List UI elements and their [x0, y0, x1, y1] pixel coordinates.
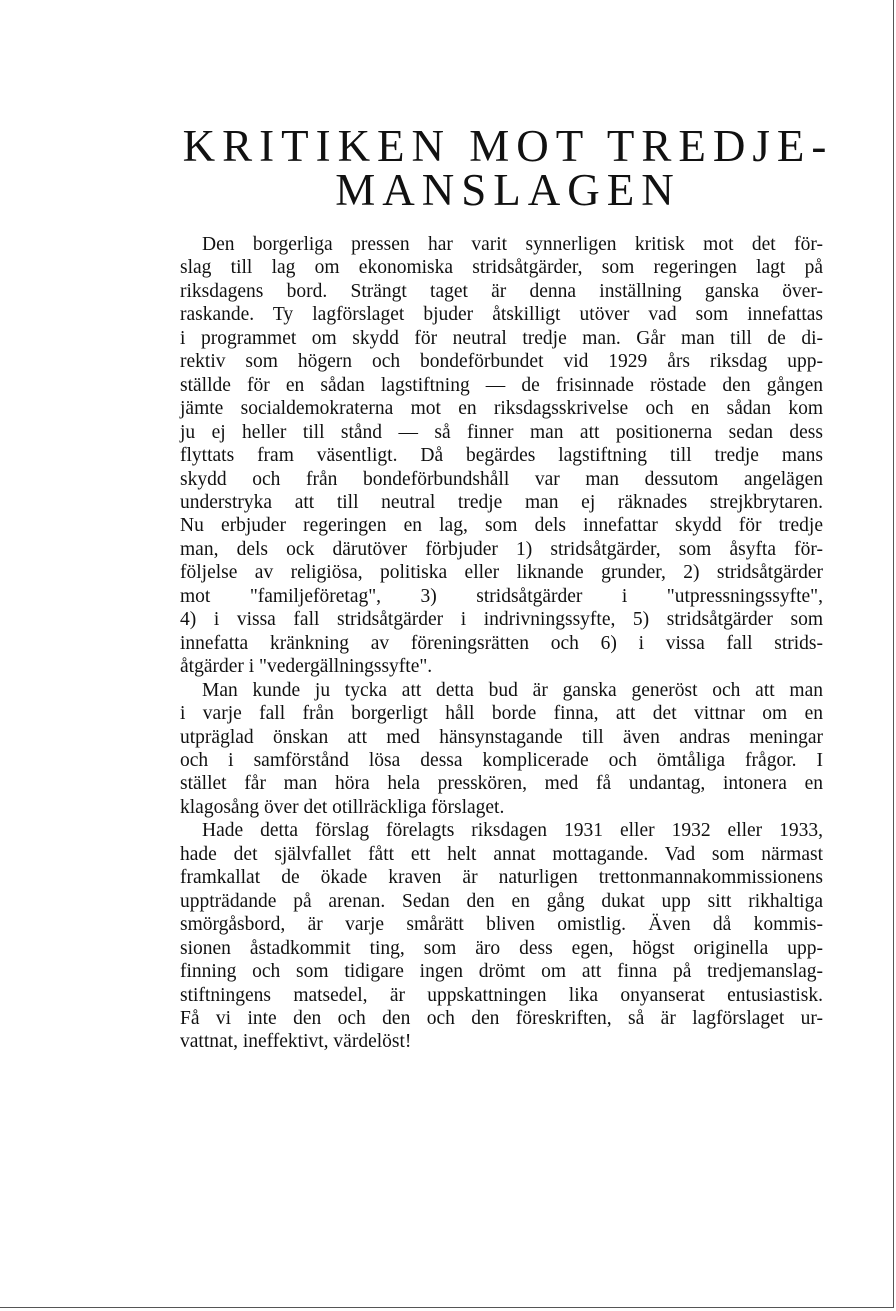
text-line: följelse av religiösa, politiska eller liknande grunder, 2) stridsåtgärder [180, 562, 823, 584]
text-line: och i samförstånd lösa dessa komplicerade och ömtåliga frågor. I [180, 749, 823, 771]
text-line: jämte socialdemokraterna mot en riksdagsskrivelse och en sådan kom [180, 398, 823, 420]
text-line: utpräglad önskan att med hänsynstagande till även andras meningar [180, 726, 823, 748]
text-line: ställde för en sådan lagstiftning — de frisinnade röstade den gången [180, 374, 823, 396]
text-line: flyttats fram väsentligt. Då begärdes lagstiftning till tredje mans [180, 445, 823, 467]
text-line: ju ej heller till stånd — så finner man att positionerna sedan dess [180, 421, 823, 443]
text-line: riksdagens bord. Strängt taget är denna inställning ganska över- [180, 280, 823, 302]
text-line: stället får man höra hela presskören, med få undantag, intonera en [180, 773, 823, 795]
paragraph [180, 679, 823, 820]
page-edge-bottom [0, 1307, 894, 1308]
text-line: i programmet om skydd för neutral tredje man. Går man till de di- [180, 327, 823, 349]
text-line: 4) i vissa fall stridsåtgärder i indrivningssyfte, 5) stridsåtgärder som [180, 609, 823, 631]
text-line: Få vi inte den och den och den föreskriften, så är lagförslaget ur- [180, 1007, 823, 1029]
text-line: framkallat de ökade kraven är naturligen trettonmannakommissionens [180, 867, 823, 889]
text-line: raskande. Ty lagförslaget bjuder åtskilligt utöver vad som innefattas [180, 304, 823, 326]
paragraph [180, 233, 823, 679]
article-body [180, 233, 823, 1054]
page-edge-right [893, 0, 894, 1308]
text-line: vattnat, ineffektivt, värdelöst! [180, 1031, 412, 1053]
text-line: man, dels ock därutöver förbjuder 1) stridsåtgärder, som åsyfta för- [180, 538, 823, 560]
article-title-line-1: KRITIKEN MOT TREDJE- [182, 121, 834, 171]
text-line: mot "familjeföretag", 3) stridsåtgärder i "utpressningssyfte", [180, 585, 823, 607]
text-line: uppträdande på arenan. Sedan den en gång dukat upp sitt rikhaltiga [180, 890, 823, 912]
text-line: stiftningens matsedel, är uppskattningen lika onyanserat entusiastisk. [180, 984, 823, 1006]
text-line: klagosång över det otillräckliga förslaget. [180, 796, 505, 818]
text-line: understryka att till neutral tredje man ej räknades strejkbrytaren. [180, 491, 823, 513]
text-line: hade det självfallet fått ett helt annat mottagande. Vad som närmast [180, 843, 823, 865]
text-line: smörgåsbord, är varje smårätt bliven omistlig. Även då kommis- [180, 914, 823, 936]
text-line: Nu erbjuder regeringen en lag, som dels innefattar skydd för tredje [180, 515, 823, 537]
text-line: skydd och från bondeförbundshåll var man dessutom angelägen [180, 468, 823, 490]
text-line: rektiv som högern och bondeförbundet vid 1929 års riksdag upp- [180, 351, 823, 373]
text-line: finning och som tidigare ingen drömt om att finna på tredjemanslag- [180, 961, 823, 983]
text-line: Den borgerliga pressen har varit synnerligen kritisk mot det för- [202, 234, 823, 255]
text-line: sionen åstadkommit ting, som äro dess egen, högst originella upp- [180, 937, 823, 959]
text-line: åtgärder i "vedergällningssyfte". [180, 656, 433, 678]
article-title-line-2: MANSLAGEN [335, 165, 681, 215]
paragraph [180, 819, 823, 1054]
text-line: Man kunde ju tycka att detta bud är ganska generöst och att man [202, 679, 823, 701]
text-line: slag till lag om ekonomiska stridsåtgärder, som regeringen lagt på [180, 257, 823, 279]
text-line: i varje fall från borgerligt håll borde finna, att det vittnar om en [180, 703, 823, 725]
text-line: innefatta kränkning av föreningsrätten och 6) i vissa fall strids- [180, 632, 823, 654]
text-line: Hade detta förslag förelagts riksdagen 1931 eller 1932 eller 1933, [202, 820, 823, 842]
